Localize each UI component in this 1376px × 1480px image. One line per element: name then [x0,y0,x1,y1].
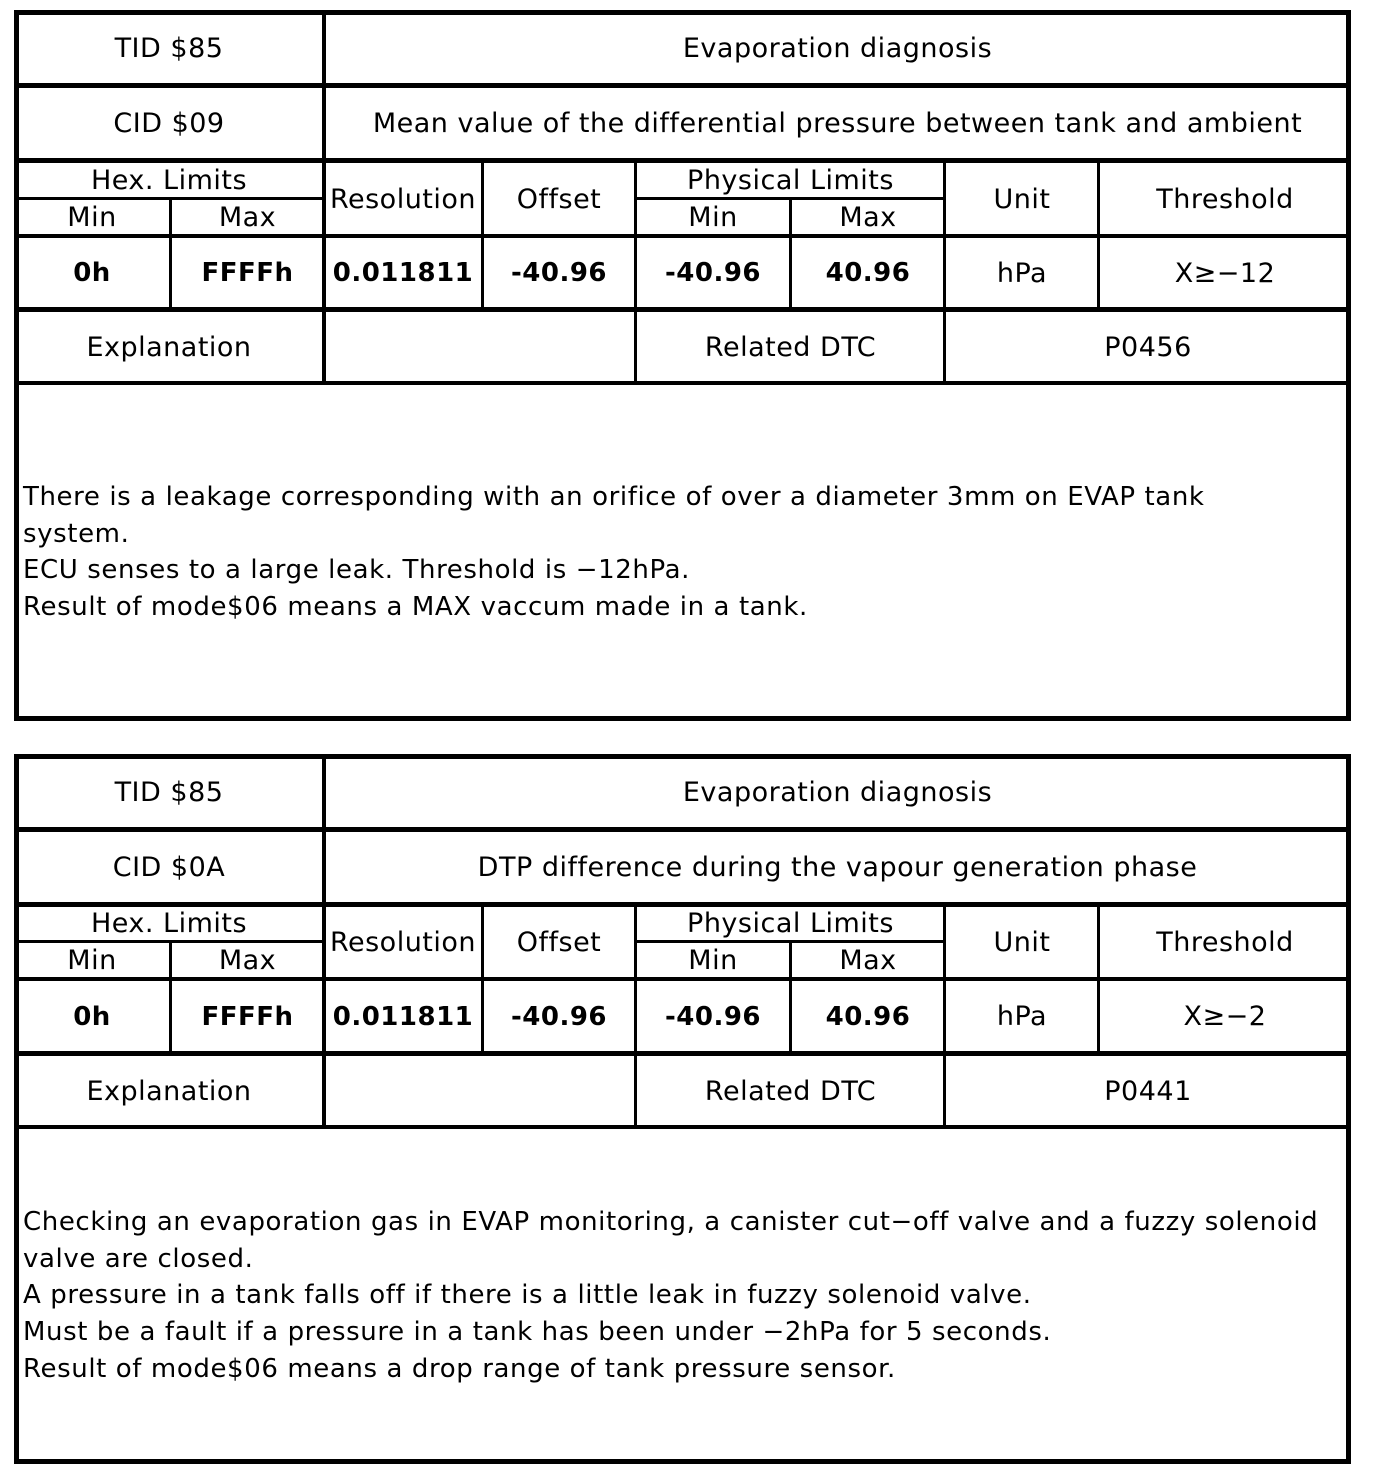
related-dtc-value: P0441 [1104,1075,1192,1107]
related-dtc-label: Related DTC [704,331,877,363]
hex-limits-header: Hex. Limits [90,164,248,196]
cid-label: CID $0A [112,851,226,883]
physical-limits-header: Physical Limits [687,164,894,196]
related-dtc-value: P0456 [1104,331,1192,363]
explanation-line: Must be a fault if a pressure in a tank has been under −2hPa for 5 seconds. [23,1317,1052,1348]
explanation-line: system. [23,518,130,549]
explanation-text [23,479,1342,626]
unit-header: Unit [993,927,1051,958]
resolution-value: 0.011811 [332,1001,474,1032]
resolution-header: Resolution [329,927,477,958]
explanation-value [325,311,635,383]
hex-limits-header: Hex. Limits [90,908,248,939]
resolution-value: 0.011811 [332,258,474,288]
threshold-header: Threshold [1156,927,1294,958]
explanation-line: valve are closed. [23,1243,254,1274]
explanation-label: Explanation [86,1075,252,1107]
unit-value: hPa [996,257,1048,289]
hex-min-value: 0h [73,258,111,288]
diagnosis-table-2 [14,754,1351,1464]
hex-min-value: 0h [73,1001,111,1032]
explanation-line: Checking an evaporation gas in EVAP monitoring, a canister cut−off valve and a fuzzy solenoid [23,1207,1319,1237]
unit-header: Unit [993,183,1051,215]
phys-min-header: Min [688,202,738,233]
hex-max-value: FFFFh [201,1001,294,1032]
phys-max-header: Max [839,202,897,233]
explanation-line: ECU senses to a large leak. Threshold is −12hPa. [23,555,690,586]
hex-max-header: Max [218,202,277,233]
unit-value: hPa [996,1001,1048,1032]
offset-value: -40.96 [510,258,608,288]
tid-description: Evaporation diagnosis [682,776,993,808]
offset-header: Offset [516,183,602,215]
cid-description: DTP difference during the vapour generation phase [477,851,1198,883]
hex-max-header: Max [218,945,277,976]
cid-description: Mean value of the differential pressure between tank and ambient [372,107,1303,139]
explanation-line: There is a leakage corresponding with an orifice of over a diameter 3mm on EVAP tank [23,482,1205,512]
threshold-value: X≥−2 [1183,1001,1267,1032]
tid-label: TID $85 [114,776,224,808]
offset-value: -40.96 [510,1001,608,1032]
threshold-header: Threshold [1156,183,1294,215]
explanation-line: A pressure in a tank falls off if there is a little leak in fuzzy solenoid valve. [23,1280,1032,1311]
phys-min-header: Min [688,945,738,976]
phys-max-value: 40.96 [825,1001,911,1032]
tid-description: Evaporation diagnosis [682,32,993,64]
phys-max-value: 40.96 [825,258,911,288]
phys-min-value: -40.96 [664,1001,762,1032]
diagnosis-table-1 [14,10,1351,721]
phys-max-header: Max [839,945,897,976]
explanation-text [23,1204,1342,1388]
phys-min-value: -40.96 [664,258,762,288]
physical-limits-header: Physical Limits [687,908,894,939]
explanation-line: Result of mode$06 means a drop range of tank pressure sensor. [23,1353,896,1384]
related-dtc-label: Related DTC [704,1075,877,1107]
explanation-label: Explanation [86,331,252,363]
cid-label: CID $09 [113,107,225,139]
tid-label: TID $85 [114,32,224,64]
hex-min-header: Min [67,945,117,976]
hex-min-header: Min [67,202,117,233]
threshold-value: X≥−12 [1174,257,1276,289]
explanation-line: Result of mode$06 means a MAX vaccum made in a tank. [23,592,808,623]
resolution-header: Resolution [329,183,477,215]
hex-max-value: FFFFh [201,258,294,288]
explanation-value [325,1055,635,1127]
offset-header: Offset [516,927,602,958]
